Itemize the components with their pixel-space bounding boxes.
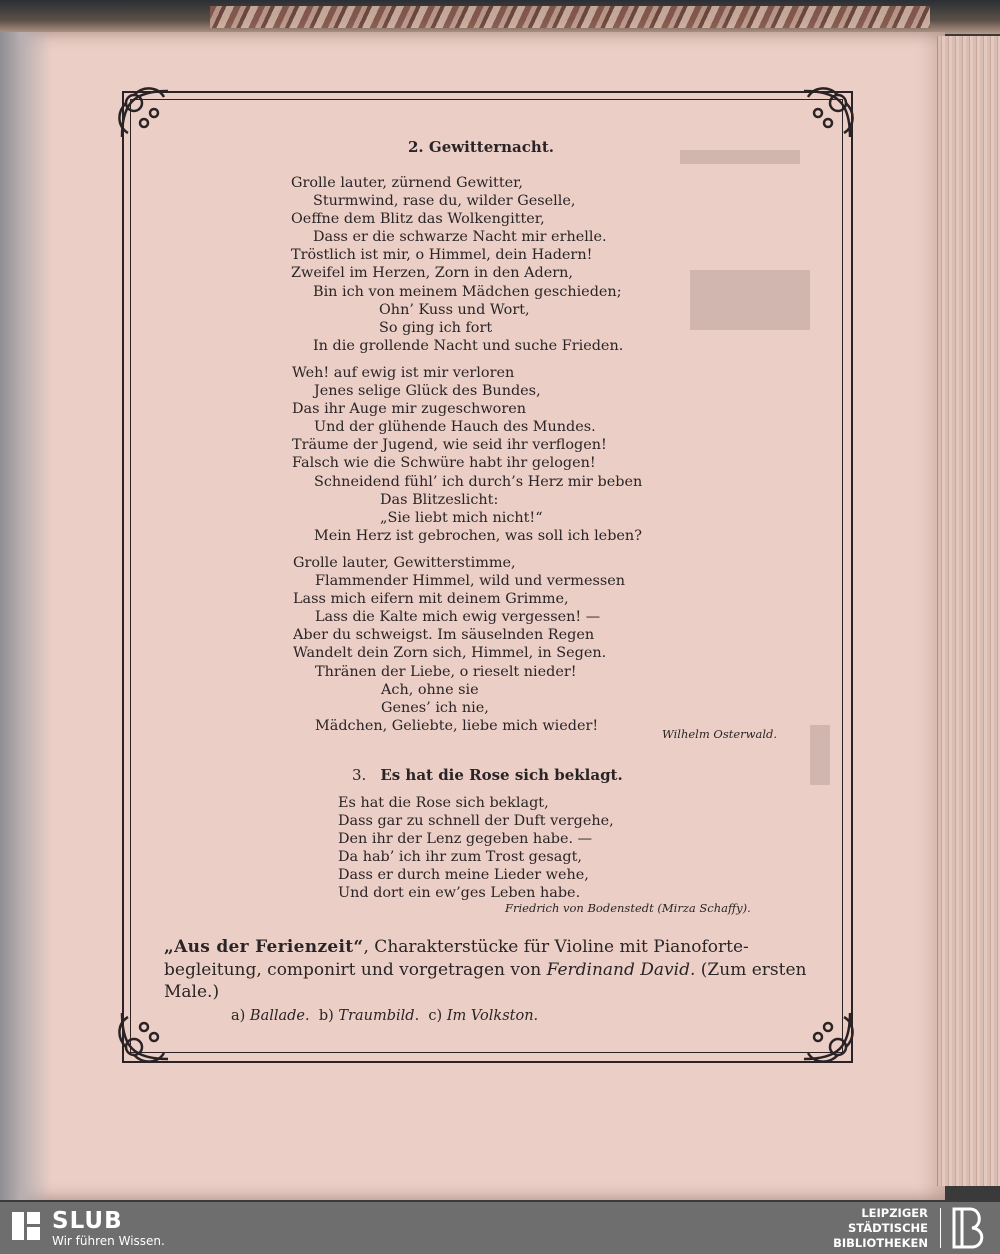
footer-bar xyxy=(0,1202,1000,1254)
piece-letter: a) xyxy=(231,1008,246,1024)
poem-line: Genes’ ich nie, xyxy=(381,699,489,716)
poem-line: Jenes selige Glück des Bundes, xyxy=(314,383,541,400)
poem-line: Weh! auf ewig ist mir verloren xyxy=(292,365,515,381)
corner-ornament-icon xyxy=(114,1005,176,1067)
poem-line: So ging ich fort xyxy=(379,319,493,336)
poem-line: Dass er die schwarze Nacht mir erhelle. xyxy=(313,229,607,246)
program-entry-description: , Charakterstücke für Violine mit Pianoforte-begleitung, componirt und vorgetragen von xyxy=(164,937,749,980)
song-heading: 2. Gewitternacht. xyxy=(408,138,554,156)
poem-line: Zweifel im Herzen, Zorn in den Adern, xyxy=(291,265,573,282)
book-gutter xyxy=(0,32,52,1200)
poem-line: Oeffne dem Blitz das Wolkengitter, xyxy=(291,211,545,228)
poem-line: Das Blitzeslicht: xyxy=(380,491,499,508)
footer-divider xyxy=(940,1208,941,1248)
piece-title: Im Volkston. xyxy=(446,1008,539,1024)
poem-line: Wandelt dein Zorn sich, Himmel, in Segen. xyxy=(293,645,607,662)
poem-line: Das ihr Auge mir zugeschworen xyxy=(292,401,527,418)
song-title: Es hat die Rose sich beklagt. xyxy=(380,766,623,784)
piece-list xyxy=(231,1008,538,1024)
corner-ornament-icon xyxy=(796,1005,858,1067)
slub-logo-icon[interactable] xyxy=(12,1212,40,1240)
poem-stanza xyxy=(338,794,614,903)
piece-letter: c) xyxy=(428,1008,443,1024)
poem-stanza xyxy=(292,364,642,545)
lsb-name-line: STÄDTISCHE xyxy=(847,1221,928,1235)
program-entry-note: (Zum ersten Male.) xyxy=(164,959,807,1002)
poem-line: Aber du schweigst. Im säuselnden Regen xyxy=(293,627,595,644)
piece-letter: b) xyxy=(318,1008,334,1024)
poem-line: Den ihr der Lenz gegeben habe. — xyxy=(338,831,593,848)
poem-line: Ach, ohne sie xyxy=(381,681,479,698)
corner-ornament-icon xyxy=(796,83,858,145)
song-heading xyxy=(352,766,623,784)
program-entry xyxy=(164,936,824,1004)
poem-line: Dass er durch meine Lieder wehe, xyxy=(338,867,589,884)
lsb-name-line: LEIPZIGER xyxy=(861,1206,928,1220)
poem-line: Lass mich eifern mit deinem Grimme, xyxy=(293,591,569,608)
poem-line: Tröstlich ist mir, o Himmel, dein Hadern! xyxy=(291,247,593,264)
slub-tagline: Wir führen Wissen. xyxy=(52,1234,165,1248)
poem-line: Ohn’ Kuss und Wort, xyxy=(379,301,530,318)
poem-line: Mein Herz ist gebrochen, was soll ich leben? xyxy=(314,527,642,544)
poem-stanza xyxy=(291,174,623,355)
poem-line: Und dort ein ew’ges Leben habe. xyxy=(338,885,581,902)
slub-name[interactable]: SLUB xyxy=(52,1208,123,1234)
program-entry-title: „Aus der Ferienzeit“ xyxy=(164,937,364,957)
marbled-cover xyxy=(210,6,930,28)
lsb-name[interactable] xyxy=(798,1206,928,1251)
program-entry-composer: Ferdinand David. xyxy=(546,959,696,980)
poem-line: Flammender Himmel, wild und vermessen xyxy=(315,573,626,590)
corner-ornament-icon xyxy=(114,83,176,145)
poem-line: Sturmwind, rase du, wilder Geselle, xyxy=(313,193,576,210)
poem-line: Da hab’ ich ihr zum Trost gesagt, xyxy=(338,849,582,866)
poem-line: Bin ich von meinem Mädchen geschieden; xyxy=(313,283,622,300)
page-stack-edge xyxy=(937,36,1000,1186)
poem-line: Dass gar zu schnell der Duft vergehe, xyxy=(338,813,614,830)
poem-line: Mädchen, Geliebte, liebe mich wieder! xyxy=(315,717,599,734)
poem-line: Träume der Jugend, wie seid ihr verflogen! xyxy=(292,437,607,454)
book-top-edge xyxy=(0,0,1000,34)
lsb-name-line: BIBLIOTHEKEN xyxy=(833,1236,928,1250)
poem-line: Und der glühende Hauch des Mundes. xyxy=(314,419,596,436)
poem-line: Grolle lauter, Gewitterstimme, xyxy=(293,555,516,571)
poem-line: Lass die Kalte mich ewig vergessen! — xyxy=(315,609,601,626)
piece-title: Traumbild. xyxy=(338,1008,420,1024)
poem-author: Friedrich von Bodenstedt (Mirza Schaffy). xyxy=(505,901,751,915)
poem-stanza xyxy=(293,554,625,735)
poem-author: Wilhelm Osterwald. xyxy=(662,727,778,741)
song-number: 3. xyxy=(352,766,367,784)
poem-line: Thränen der Liebe, o rieselt nieder! xyxy=(315,663,577,680)
lsb-logo-icon[interactable] xyxy=(950,1205,990,1251)
poem-line: In die grollende Nacht und suche Frieden. xyxy=(313,337,624,354)
poem-line: „Sie liebt mich nicht!“ xyxy=(380,509,543,526)
poem-line: Grolle lauter, zürnend Gewitter, xyxy=(291,175,523,191)
poem-line: Schneidend fühl’ ich durch’s Herz mir beben xyxy=(314,473,643,490)
piece-title: Ballade. xyxy=(249,1008,310,1024)
poem-line: Es hat die Rose sich beklagt, xyxy=(338,795,549,811)
poem-line: Falsch wie die Schwüre habt ihr gelogen! xyxy=(292,455,596,472)
